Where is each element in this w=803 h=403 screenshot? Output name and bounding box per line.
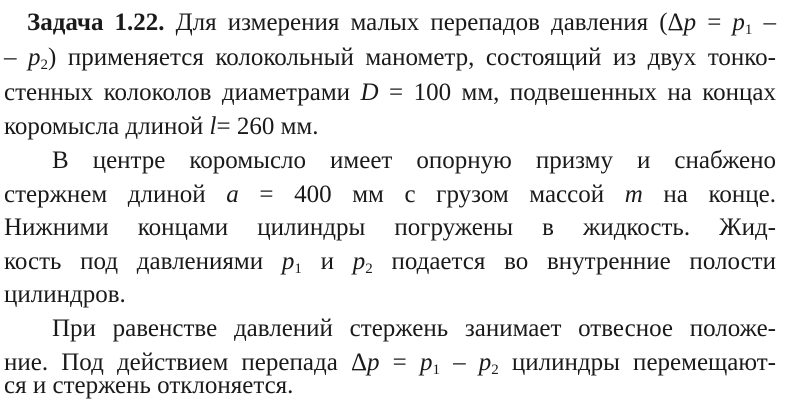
paragraph-3-line-1: При равенстве давлений стержень занимает отвесное положе- <box>52 315 776 342</box>
paragraph-1-line-2: – $p_2$) применяется колокольный манометр, состоящий из двух тонко- <box>4 44 776 73</box>
paragraph-2-line-4: кость под давлениями $p_1$ и $p_2$ подается во внутренние полости <box>4 248 776 277</box>
paragraph-1-line-4: коромысла длиной l= 260 мм. <box>4 113 319 140</box>
paragraph-2-line-1: В центре коромысло имеет опорную призму и снабжено <box>52 147 776 174</box>
paragraph-3-line-2: ние. Под действием перепада $\Delta p = p_1 - p_2$ цилиндры перемещают- <box>4 349 776 378</box>
paragraph-3-line-3: ся и стержень отклоняется. <box>4 372 294 399</box>
paragraph-1-line-1: Задача 1.22. Для измерения малых перепадов давления ($\Delta p = p_1$ – <box>27 9 776 38</box>
paragraph-2-line-5: цилиндров. <box>4 281 126 308</box>
paragraph-2-line-3: Нижними концами цилиндры погружены в жидкость. Жид- <box>4 214 776 241</box>
problem-label: Задача 1.22. <box>27 9 165 36</box>
paragraph-1-line-3: стенных колоколов диаметрами D = 100 мм, подвешенных на концах <box>4 79 776 106</box>
paragraph-2-line-2: стержнем длиной a = 400 мм с грузом массой m на конце. <box>4 181 776 208</box>
